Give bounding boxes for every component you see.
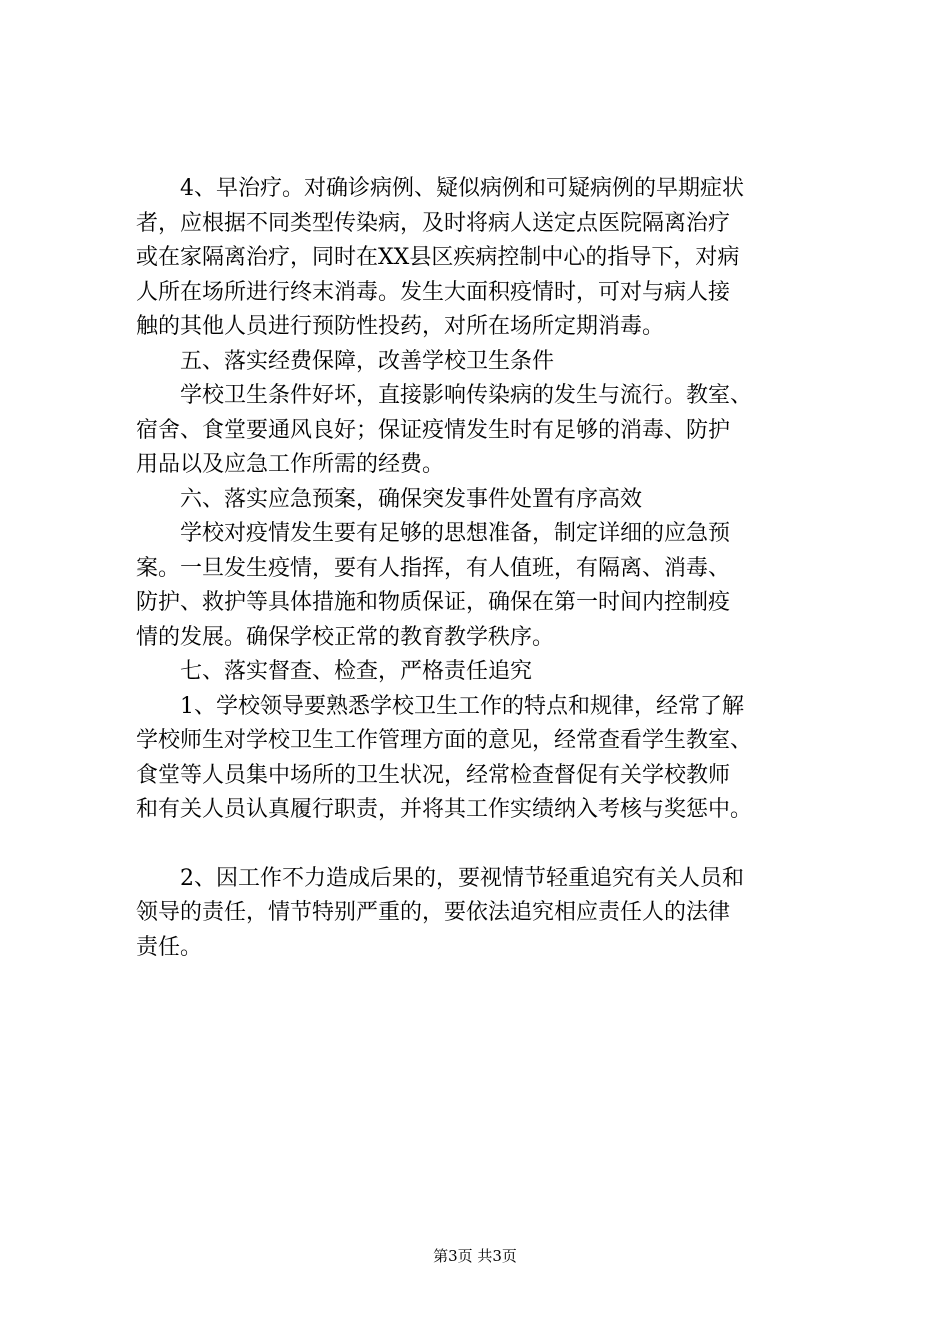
text-line: 或在家隔离治疗，同时在XX县区疾病控制中心的指导下，对病 xyxy=(136,245,740,270)
page-footer xyxy=(0,1245,950,1266)
text-line: 1、学校领导要熟悉学校卫生工作的特点和规律，经常了解 xyxy=(180,693,744,719)
text-line: 2、因工作不力造成后果的，要视情节轻重追究有关人员和 xyxy=(180,865,744,891)
text-line: 用品以及应急工作所需的经费。 xyxy=(136,452,445,477)
section-heading: 五、落实经费保障，改善学校卫生条件 xyxy=(180,348,555,374)
section-heading-emergency xyxy=(136,483,836,518)
text-line: 和有关人员认真履行职责，并将其工作实绩纳入考核与奖惩中。 xyxy=(136,797,753,822)
text-line: 宿舍、食堂要通风良好；保证疫情发生时有足够的消毒、防护 xyxy=(136,417,731,443)
paragraph-funding xyxy=(136,379,836,483)
text-line: 案。一旦发生疫情，要有人指挥，有人值班，有隔离、消毒、 xyxy=(136,555,731,581)
text-line: 责任。 xyxy=(136,934,203,960)
paragraph-emergency xyxy=(136,517,836,655)
text-line: 情的发展。确保学校正常的教育教学秩序。 xyxy=(136,624,555,650)
text-line: 者，应根据不同类型传染病，及时将病人送定点医院隔离治疗 xyxy=(136,210,731,236)
text-line: 学校对疫情发生要有足够的思想准备，制定详细的应急预 xyxy=(180,521,731,546)
paragraph-early-treatment xyxy=(136,172,836,345)
text-line: 领导的责任，情节特别严重的，要依法追究相应责任人的法律 xyxy=(136,900,731,925)
text-line: 食堂等人员集中场所的卫生状况，经常检查督促有关学校教师 xyxy=(136,762,731,788)
text-line: 防护、救护等具体措施和物质保证，确保在第一时间内控制疫 xyxy=(136,590,731,615)
paragraph-supervision-1 xyxy=(136,690,836,828)
text-line: 学校师生对学校卫生工作管理方面的意见，经常查看学生教室、 xyxy=(136,728,753,753)
paragraph-spacer xyxy=(136,828,836,862)
section-heading: 七、落实督查、检查，严格责任追究 xyxy=(180,659,533,684)
page-number-label: 第3页 共3页 xyxy=(433,1247,517,1265)
section-heading: 六、落实应急预案，确保突发事件处置有序高效 xyxy=(180,486,643,512)
paragraph-supervision-2 xyxy=(136,862,836,966)
text-line: 人所在场所进行终末消毒。发生大面积疫情时，可对与病人接 xyxy=(136,279,731,305)
text-line: 学校卫生条件好坏，直接影响传染病的发生与流行。教室、 xyxy=(180,383,753,408)
section-heading-funding xyxy=(136,345,836,380)
text-line: 触的其他人员进行预防性投药，对所在场所定期消毒。 xyxy=(136,314,665,339)
document-body xyxy=(136,172,836,965)
text-line: 4、早治疗。对确诊病例、疑似病例和可疑病例的早期症状 xyxy=(180,176,744,201)
section-heading-supervision xyxy=(136,655,836,690)
